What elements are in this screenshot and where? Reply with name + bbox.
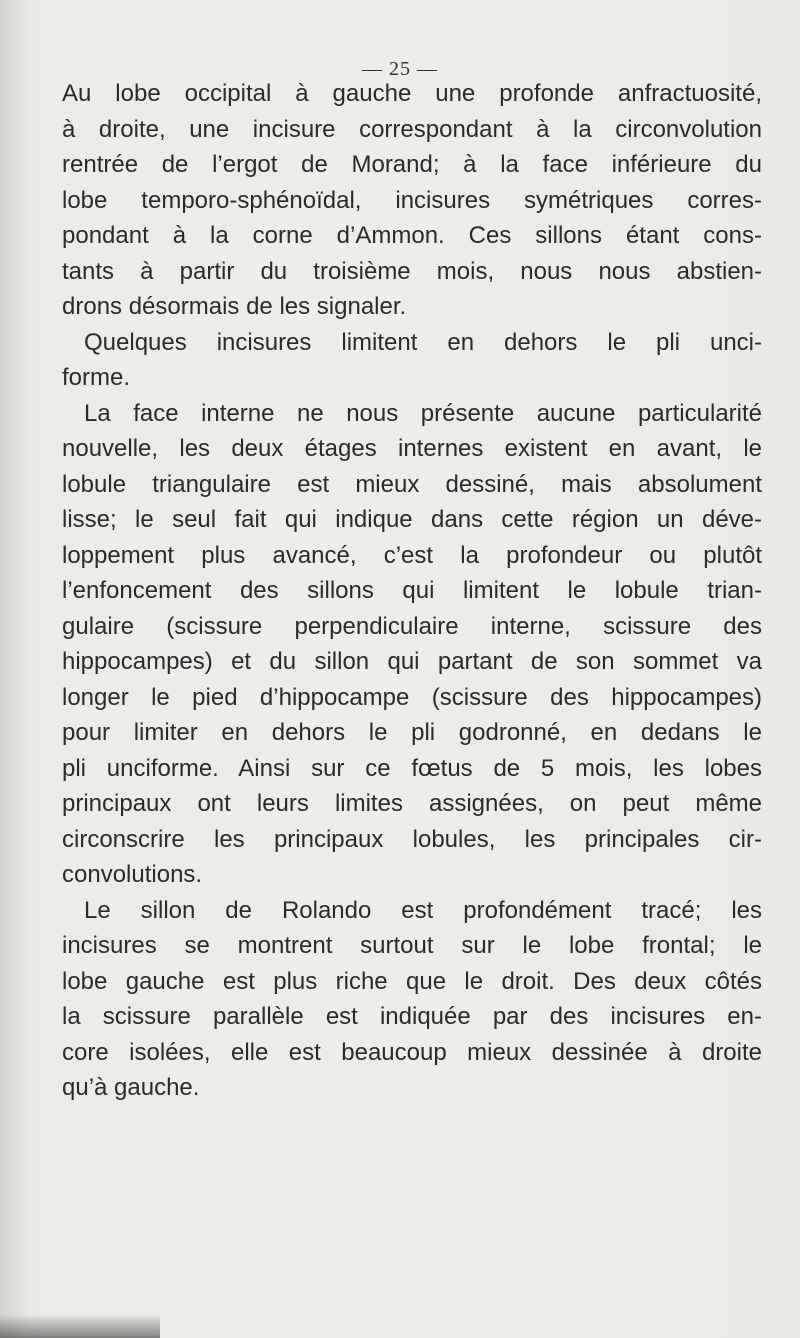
text-line: drons désormais de les signaler. bbox=[62, 293, 407, 320]
text-line: forme. bbox=[62, 364, 131, 391]
text-line: lobe gauche est plus riche que le droit. Des deux côtés bbox=[62, 967, 762, 995]
text-line: la scissure parallèle est indiquée par des incisures en- bbox=[62, 1003, 762, 1030]
text-line: qu’à gauche. bbox=[62, 1074, 200, 1101]
page-shadow-bottom bbox=[0, 1314, 160, 1338]
text-line: principaux ont leurs limites assignées, on peut même bbox=[62, 790, 762, 817]
text-line: Le sillon de Rolando est profondément tracé; les bbox=[84, 896, 762, 924]
text-line: Quelques incisures limitent en dehors le pli unci- bbox=[84, 328, 762, 356]
text-line: nouvelle, les deux étages internes existent en avant, le bbox=[62, 435, 762, 462]
text-line: l’enfoncement des sillons qui limitent le lobule trian- bbox=[62, 577, 762, 604]
text-line: pondant à la corne d’Ammon. Ces sillons étant cons- bbox=[62, 222, 762, 249]
text-line: core isolées, elle est beaucoup mieux dessinée à droite bbox=[62, 1038, 762, 1066]
text-line: pli unciforme. Ainsi sur ce fœtus de 5 mois, les lobes bbox=[62, 754, 762, 782]
text-line: pour limiter en dehors le pli godronné, en dedans le bbox=[62, 719, 762, 746]
text-line: La face interne ne nous présente aucune particularité bbox=[84, 399, 762, 427]
text-line: loppement plus avancé, c’est la profondeur ou plutôt bbox=[62, 541, 762, 569]
page-shadow-left bbox=[0, 0, 28, 1338]
text-line: Au lobe occipital à gauche une profonde anfractuosité, bbox=[62, 80, 762, 107]
text-line: longer le pied d’hippocampe (scissure des hippocampes) bbox=[62, 683, 762, 711]
text-line: rentrée de l’ergot de Morand; à la face inférieure du bbox=[62, 151, 762, 178]
text-line: gulaire (scissure perpendiculaire interne, scissure des bbox=[62, 612, 762, 640]
text-line: convolutions. bbox=[62, 861, 203, 888]
page-number: — 25 — bbox=[362, 58, 438, 80]
text-line: à droite, une incisure correspondant à la circonvolution bbox=[62, 115, 762, 143]
text-line: incisures se montrent surtout sur le lobe frontal; le bbox=[62, 932, 762, 959]
body-text bbox=[62, 76, 762, 1106]
text-line: lisse; le seul fait qui indique dans cette région un déve- bbox=[62, 506, 762, 533]
text-line: circonscrire les principaux lobules, les principales cir- bbox=[62, 825, 762, 853]
text-line: lobe temporo-sphénoïdal, incisures symétriques corres- bbox=[62, 186, 762, 214]
text-line: tants à partir du troisième mois, nous nous abstien- bbox=[62, 257, 762, 285]
text-line: lobule triangulaire est mieux dessiné, mais absolument bbox=[62, 470, 762, 498]
text-line: hippocampes) et du sillon qui partant de son sommet va bbox=[62, 648, 762, 675]
